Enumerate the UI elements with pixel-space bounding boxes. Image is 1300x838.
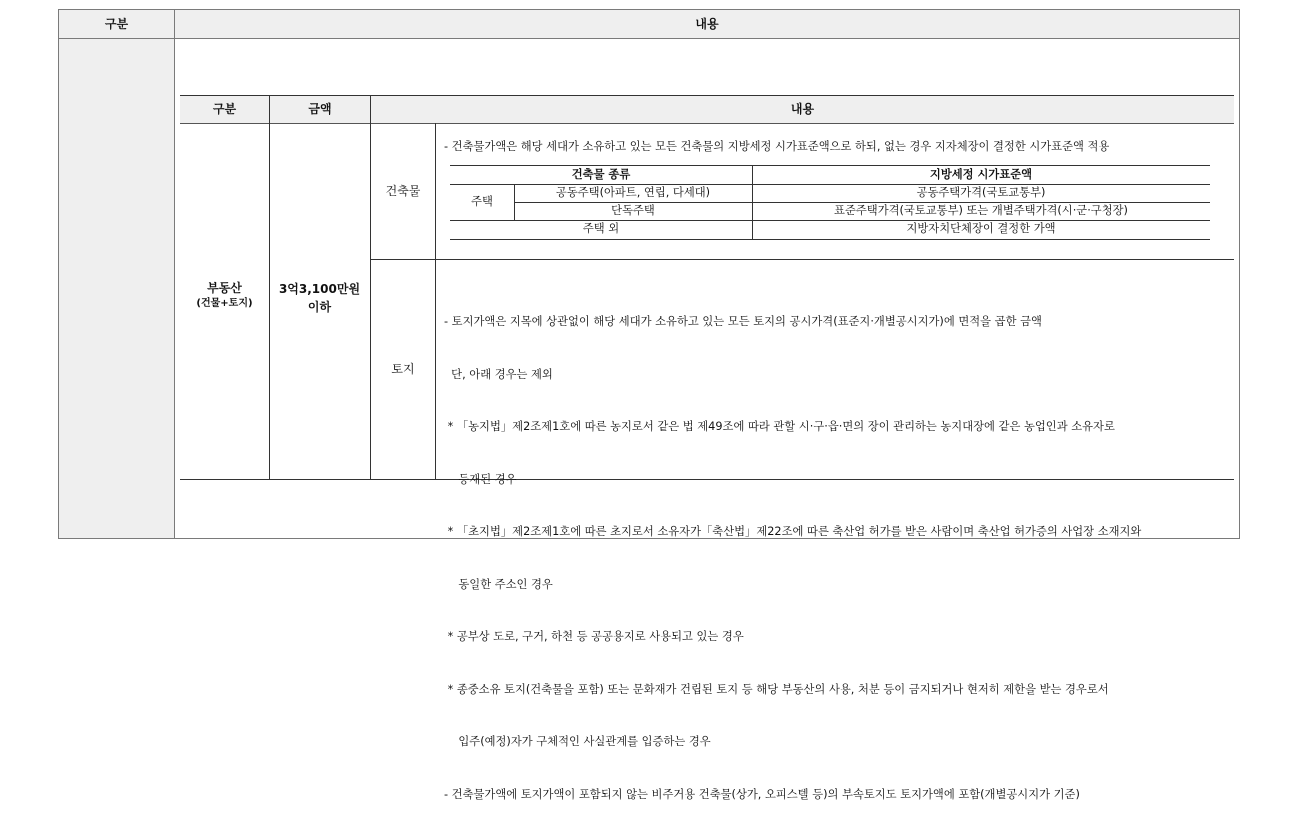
land-line: * 종중소유 토지(건축물을 포함) 또는 문화재가 건립된 토지 등 해당 부동산의 사용, 처분 등이 금지되거나 현저히 제한을 받는 경우로서 (444, 682, 1109, 696)
land-line: 입주(예정)자가 구체적인 사실관계를 입증하는 경우 (444, 735, 711, 748)
inner-header-amount: 금액 (308, 102, 332, 116)
land-line: - 토지가액은 지목에 상관없이 해당 세대가 소유하고 있는 모든 토지의 공시가격(표준지·개별공시지가)에 면적을 곱한 금액 (444, 315, 1042, 328)
outer-header-content: 내용 (695, 17, 719, 31)
st-r3-type: 주택 외 (582, 222, 620, 235)
building-land-separator (371, 259, 1234, 260)
land-line: - 건축물가액에 토지가액이 포함되지 않는 비주거용 건축물(상가, 오피스텔 등)의 부속토지도 토지가액에 포함(개별공시지가 기준) (444, 787, 1080, 801)
land-line: * 「초지법」제2조제1호에 따른 초지로서 소유자가「축산법」제22조에 따른 축산업 허가를 받은 사람이며 축산업 허가증의 사업장 소재지와 (444, 525, 1142, 538)
st-r1-type: 공동주택(아파트, 연립, 다세대) (555, 186, 711, 199)
outer-column-divider (174, 10, 175, 538)
land-label: 토지 (391, 362, 415, 376)
st-r2-type: 단독주택 (611, 204, 655, 217)
amount-qualifier: 이하 (307, 300, 332, 314)
land-line: * 「농지법」제2조제1호에 따른 농지로서 같은 법 제49조에 따라 관할 시·구·읍·면의 장이 관리하는 농지대장에 같은 농업인과 소유자로 (444, 420, 1115, 433)
inner-divider-2 (370, 96, 371, 480)
inner-header-category: 구분 (212, 102, 237, 116)
building-type-table (450, 165, 1210, 240)
st-r1-standard: 공동주택가격(국토교통부) (916, 186, 1046, 199)
land-line: 단, 아래 경우는 제외 (444, 367, 553, 381)
st-r2-standard: 표준주택가격(국토교통부) 또는 개별주택가격(시·군·구청장) (834, 204, 1128, 217)
land-line: 동일한 주소인 경우 (444, 577, 553, 591)
st-r3-standard: 지방자치단체장이 결정한 가액 (906, 222, 1056, 235)
inner-header-content: 내용 (790, 102, 815, 116)
land-description (444, 278, 1141, 838)
outer-header-category: 구분 (104, 17, 129, 31)
st-housing: 주택 (471, 195, 493, 208)
amount-value: 3억3,100만원 (278, 282, 361, 296)
category-sub: (건물+토지) (196, 298, 253, 309)
land-line: 등재된 경우 (444, 472, 517, 486)
inner-divider-3 (435, 123, 436, 480)
st-head-type: 건축물 종류 (571, 168, 631, 181)
outer-category-column (59, 39, 174, 538)
category-cell (180, 280, 269, 312)
building-description: - 건축물가액은 해당 세대가 소유하고 있는 모든 건축물의 지방세정 시가표준액으로 하되, 없는 경우 지자체장이 결정한 시가표준액 적용 (444, 140, 1110, 153)
amount-cell (269, 280, 370, 316)
land-line: * 공부상 도로, 구거, 하천 등 공공용지로 사용되고 있는 경우 (444, 630, 744, 643)
category-main: 부동산 (207, 281, 242, 295)
building-label: 건축물 (385, 184, 421, 198)
st-head-standard: 지방세정 시가표준액 (929, 168, 1033, 181)
inner-table (180, 95, 1234, 801)
